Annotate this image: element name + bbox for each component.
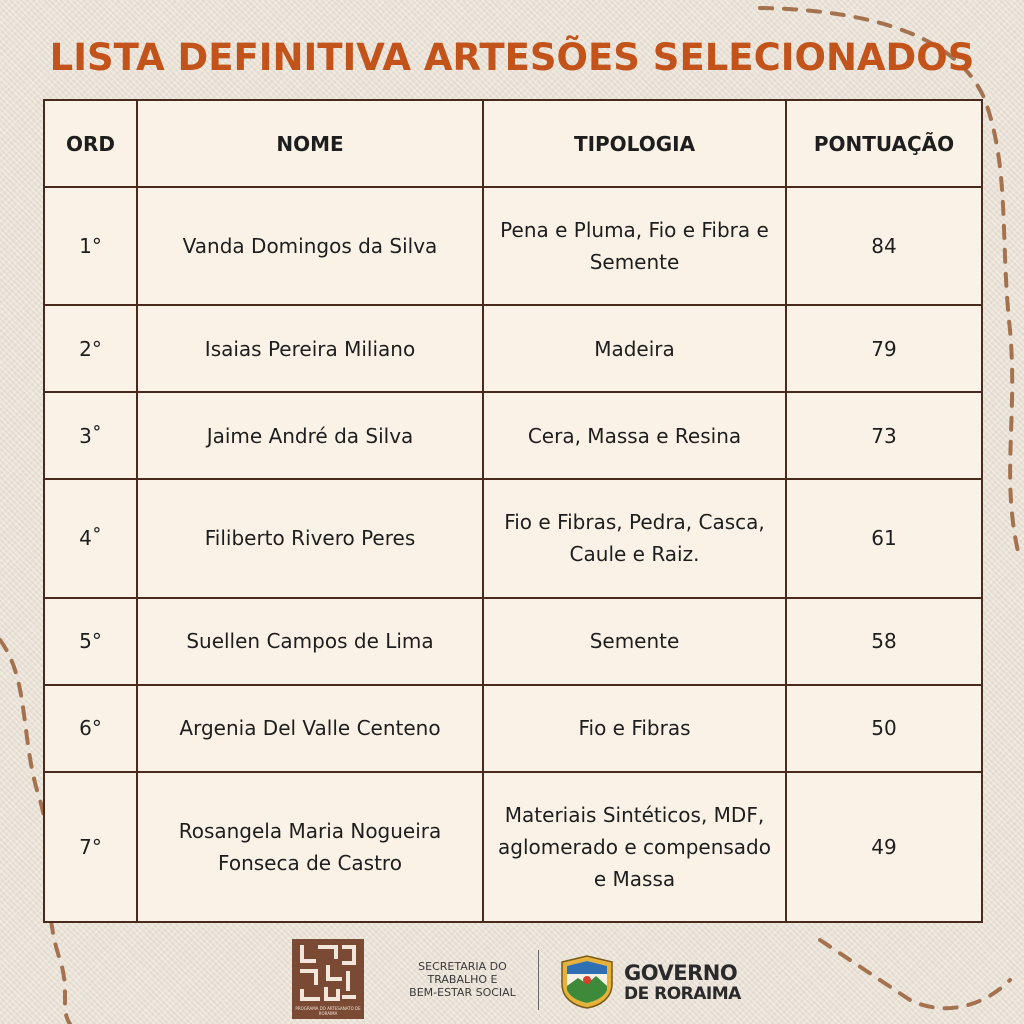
table-row xyxy=(44,187,982,305)
table-row xyxy=(44,598,982,685)
secretaria-line: TRABALHO E xyxy=(427,973,498,986)
cell-nome: Jaime André da Silva xyxy=(137,392,483,479)
program-logo-caption: PROGRAMA DO ARTESANATO DE RORAIMA xyxy=(295,1006,361,1016)
secretaria-line: BEM-ESTAR SOCIAL xyxy=(409,986,516,999)
header-pontuacao: PONTUAÇÃO xyxy=(786,100,982,187)
governo-line: DE RORAIMA xyxy=(624,984,741,1004)
cell-ord: 6° xyxy=(44,685,137,772)
cell-nome: Isaias Pereira Miliano xyxy=(137,305,483,392)
secretaria-label xyxy=(405,960,520,999)
cell-pontuacao: 84 xyxy=(786,187,982,305)
cell-pontuacao: 50 xyxy=(786,685,982,772)
cell-ord: 1° xyxy=(44,187,137,305)
governo-label xyxy=(624,962,754,1004)
cell-nome: Argenia Del Valle Centeno xyxy=(137,685,483,772)
governo-line: GOVERNO xyxy=(624,961,738,985)
table-row xyxy=(44,305,982,392)
cell-pontuacao: 58 xyxy=(786,598,982,685)
cell-tipologia: Materiais Sintéticos, MDF, aglomerado e compensado e Massa xyxy=(483,772,786,922)
cell-pontuacao: 49 xyxy=(786,772,982,922)
cell-nome: Suellen Campos de Lima xyxy=(137,598,483,685)
table-header-row xyxy=(44,100,982,187)
selected-artisans-table xyxy=(43,99,983,923)
header-tipologia: TIPOLOGIA xyxy=(483,100,786,187)
cell-ord: 4˚ xyxy=(44,479,137,597)
table-row xyxy=(44,685,982,772)
cell-nome: Vanda Domingos da Silva xyxy=(137,187,483,305)
cell-tipologia: Fio e Fibras xyxy=(483,685,786,772)
cell-pontuacao: 61 xyxy=(786,479,982,597)
header-nome: NOME xyxy=(137,100,483,187)
page-title: LISTA DEFINITIVA ARTESÕES SELECIONADOS xyxy=(49,36,975,79)
cell-tipologia: Fio e Fibras, Pedra, Casca, Caule e Raiz. xyxy=(483,479,786,597)
secretaria-line: SECRETARIA DO xyxy=(418,960,507,973)
cell-ord: 2° xyxy=(44,305,137,392)
footer-divider xyxy=(538,950,539,1010)
cell-pontuacao: 73 xyxy=(786,392,982,479)
program-artesanato-logo-icon xyxy=(292,939,364,1019)
cell-ord: 3˚ xyxy=(44,392,137,479)
cell-nome: Rosangela Maria Nogueira Fonseca de Castro xyxy=(137,772,483,922)
cell-tipologia: Semente xyxy=(483,598,786,685)
cell-tipologia: Pena e Pluma, Fio e Fibra e Semente xyxy=(483,187,786,305)
cell-tipologia: Madeira xyxy=(483,305,786,392)
roraima-crest-icon xyxy=(558,950,616,1010)
cell-pontuacao: 79 xyxy=(786,305,982,392)
cell-ord: 5° xyxy=(44,598,137,685)
header-ord: ORD xyxy=(44,100,137,187)
table-row xyxy=(44,479,982,597)
cell-ord: 7° xyxy=(44,772,137,922)
cell-tipologia: Cera, Massa e Resina xyxy=(483,392,786,479)
cell-nome: Filiberto Rivero Peres xyxy=(137,479,483,597)
table-row xyxy=(44,772,982,922)
table-row xyxy=(44,392,982,479)
